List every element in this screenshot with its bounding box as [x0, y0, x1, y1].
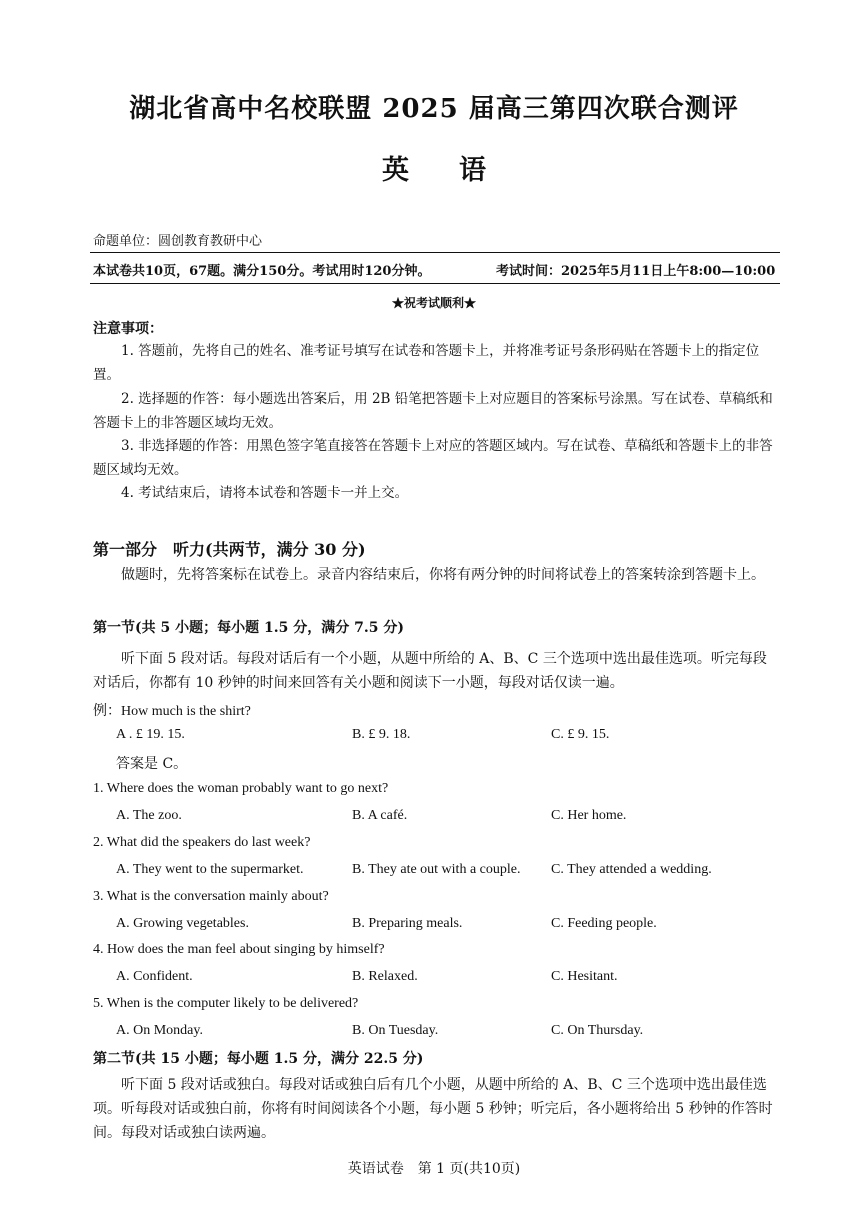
q4-option-c: C. Hesitant.: [551, 969, 618, 984]
question-1: 1. Where does the woman probably want to go next?: [93, 781, 389, 796]
section-one-title: 第一节(共 5 小题；每小题 1.5 分，满分 7.5 分): [93, 620, 404, 636]
question-2: 2. What did the speakers do last week?: [93, 835, 311, 850]
question-5: 5. When is the computer likely to be delivered?: [93, 996, 359, 1011]
q5-option-b: B. On Tuesday.: [352, 1023, 439, 1038]
exam-title: 湖北省高中名校联盟 2025 届高三第四次联合测评: [129, 94, 739, 124]
example-answer: 答案是 C。: [116, 756, 188, 772]
q3-option-a: A. Growing vegetables.: [116, 916, 249, 931]
section-one-intro: 听下面 5 段对话。每段对话后有一个小题，从题中所给的 A、B、C 三个选项中选出最佳选项。听完每段对话后，你都有 10 秒钟的时间来回答有关小题和阅读下一小题，每段对话仅读一遍。: [93, 651, 767, 691]
q2-option-b: B. They ate out with a couple.: [352, 862, 521, 877]
q1-option-c: C. Her home.: [551, 808, 627, 823]
subject-title: 英语: [382, 155, 536, 186]
notice-item-1: 1. 答题前，先将自己的姓名、准考证号填写在试卷和答题卡上，并将准考证号条形码贴在答题卡上的指定位置。: [93, 343, 760, 383]
example-question: 例：How much is the shirt?: [93, 704, 251, 719]
section-two-intro: 听下面 5 段对话或独白。每段对话或独白后有几个小题，从题中所给的 A、B、C 三个选项中选出最佳选项。听每段对话或独白前，你将有时间阅读各个小题，每小题 5 秒钟；听完后，各小题将给出 5 秒钟的作答时间。每段对话或独白读两遍。: [93, 1077, 773, 1141]
notice-item-4: 4. 考试结束后，请将本试卷和答题卡一并上交。: [121, 485, 409, 501]
q2-option-c: C. They attended a wedding.: [551, 862, 712, 877]
q5-option-a: A. On Monday.: [116, 1023, 203, 1038]
section-two-title: 第二节(共 15 小题；每小题 1.5 分，满分 22.5 分): [93, 1051, 424, 1067]
q3-option-c: C. Feeding people.: [551, 916, 657, 931]
notice-item-2: 2. 选择题的作答：每小题选出答案后，用 2B 铅笔把答题卡上对应题目的答案标号涂黑。写在试卷、草稿纸和答题卡上的非答题区域均无效。: [93, 391, 773, 431]
notice-title: 注意事项：: [93, 321, 163, 337]
q3-option-b: B. Preparing meals.: [352, 916, 463, 931]
q1-option-b: B. A café.: [352, 808, 408, 823]
example-option-a: A . £ 19. 15.: [116, 727, 185, 742]
divider-bottom: [90, 283, 780, 284]
q5-option-c: C. On Thursday.: [551, 1023, 644, 1038]
page-footer: 英语试卷 第 1 页(共10页): [347, 1161, 521, 1177]
notice-item-3: 3. 非选择题的作答：用黑色签字笔直接答在答题卡上对应的答题区域内。写在试卷、草稿纸和答题卡上的非答题区域均无效。: [93, 438, 773, 478]
exam-info: 本试卷共10页，67题。满分150分。考试用时120分钟。: [93, 264, 431, 279]
author-unit: 命题单位：圆创教育教研中心: [93, 234, 263, 249]
q4-option-a: A. Confident.: [116, 969, 193, 984]
example-option-b: B. £ 9. 18.: [352, 727, 411, 742]
good-luck-banner: ★祝考试顺利★: [391, 296, 476, 310]
part-one-title: 第一部分 听力(共两节，满分 30 分): [93, 540, 366, 559]
q1-option-a: A. The zoo.: [116, 808, 182, 823]
exam-time: 考试时间：2025年5月11日上午8:00—10:00: [496, 264, 776, 279]
question-3: 3. What is the conversation mainly about?: [93, 889, 329, 904]
q4-option-b: B. Relaxed.: [352, 969, 418, 984]
question-4: 4. How does the man feel about singing by himself?: [93, 942, 385, 957]
part-one-intro: 做题时，先将答案标在试卷上。录音内容结束后，你将有两分钟的时间将试卷上的答案转涂到答题卡上。: [121, 567, 765, 583]
q2-option-a: A. They went to the supermarket.: [116, 862, 304, 877]
divider-top: [90, 252, 780, 253]
example-option-c: C. £ 9. 15.: [551, 727, 610, 742]
